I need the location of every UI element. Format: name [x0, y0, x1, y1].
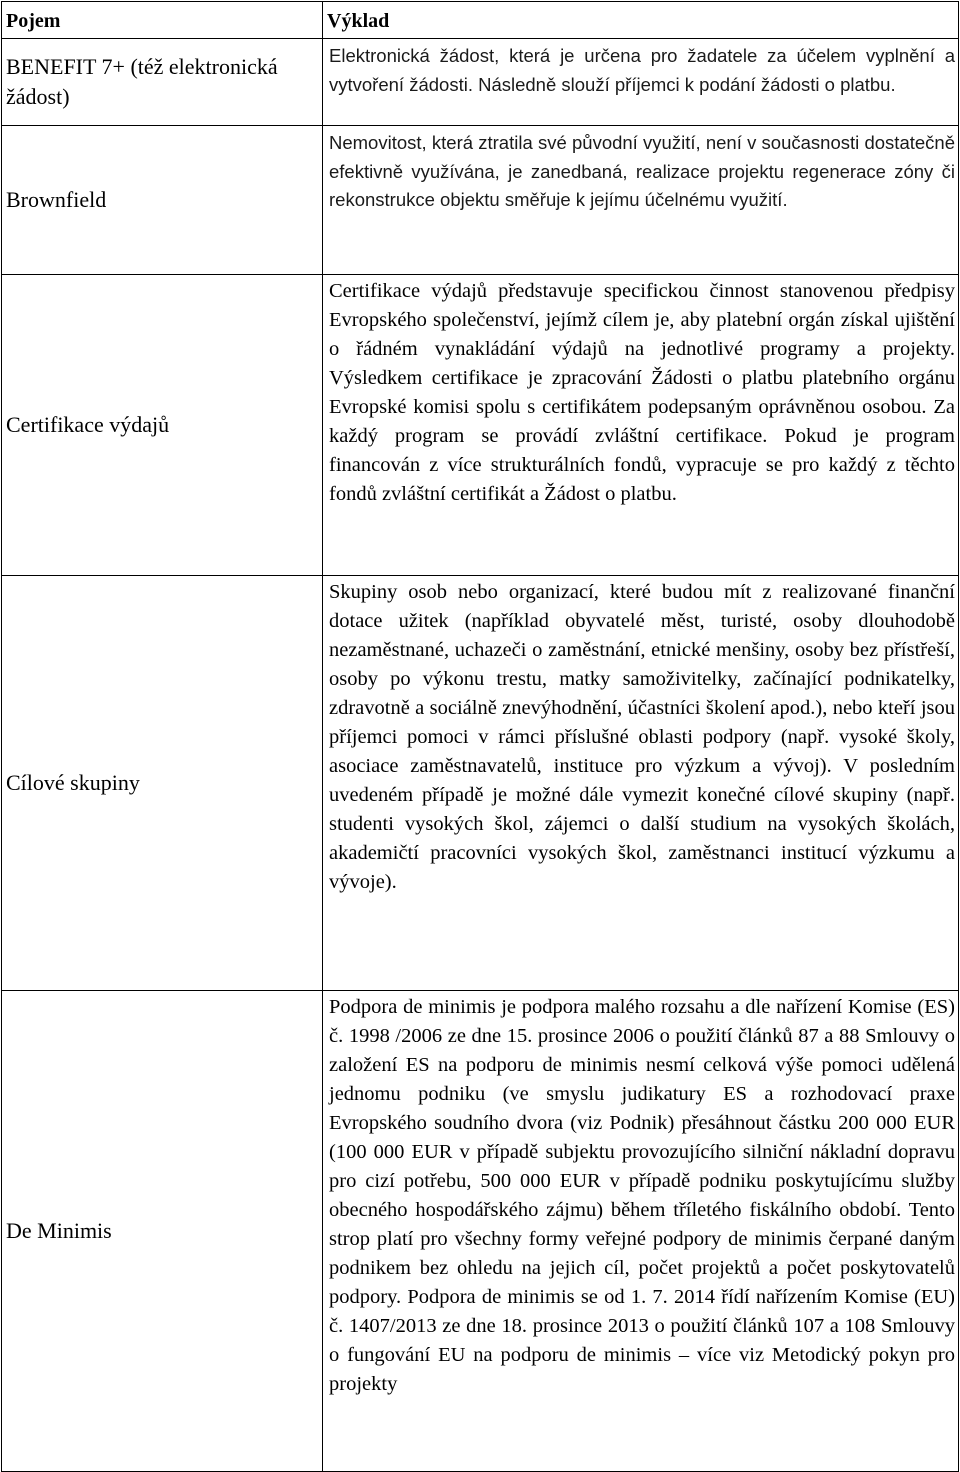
definition-text: Skupiny osob nebo organizací, které budou mít z realizované finanční dotace užitek (například obyvatelé měst, turisté, osoby dlouhodobě nezaměstnané, uchazeči o zaměstnání, etnické menšiny, osoby bez přístřeší, osoby po výkonu trestu, matky samoživitelky, začínající podnikatelky, zdravotně a sociálně znevýhodnění, účastníci školení apod.), nebo kteří jsou příjemci pomoci v rámci příslušné oblasti podpory (např. vysoké školy, asociace zaměstnavatelů, instituce pro výzkum a vývoj). V posledním uvedeném případě je možné dále vymezit konečné cílové skupiny (např. studenti vysokých škol, zájemci o další studium na vysokých školách, akademičtí pracovníci vysokých škol, zaměstnanci institucí výzkumu a vývoje).: [329, 581, 955, 893]
definition-text: Nemovitost, která ztratila své původní využití, není v současnosti dostatečně efektivně využívána, je zanedbaná, realizace projektu regenerace zóny či rekonstrukce objektu směřuje k jejímu účelnému využití.: [329, 132, 955, 211]
table-row: [2, 39, 959, 126]
definition-cell: [323, 576, 959, 991]
table-row: [2, 275, 959, 576]
glossary-table: [1, 1, 959, 1472]
table-row: [2, 126, 959, 275]
table-row: [2, 576, 959, 991]
definition-cell: [323, 39, 959, 126]
term-cell: BENEFIT 7+ (též elektronická žádost): [2, 39, 323, 126]
table-row: [2, 991, 959, 1472]
header-definition: Výklad: [323, 2, 959, 39]
term-cell: Brownfield: [2, 126, 323, 275]
term-cell: Certifikace výdajů: [2, 275, 323, 576]
term-cell: Cílové skupiny: [2, 576, 323, 991]
term-cell: De Minimis: [2, 991, 323, 1472]
definition-cell: [323, 991, 959, 1472]
definition-text: Elektronická žádost, která je určena pro žadatele za účelem vyplnění a vytvoření žádosti. Následně slouží příjemci k podání žádosti o platbu.: [329, 45, 955, 95]
definition-text: Certifikace výdajů představuje specifickou činnost stanovenou předpisy Evropského společenství, jejímž cílem je, aby platební orgán získal ujištění o řádném vynakládání výdajů na jednotlivé programy a projekty. Výsledkem certifikace je zpracování Žádosti o platbu platebního orgánu Evropské komisi spolu s certifikátem podepsaným oprávněnou osobou. Za každý program se provádí zvláštní certifikace. Pokud je program financován z více strukturálních fondů, vypracuje se pro každý z těchto fondů zvláštní certifikát a Žádost o platbu.: [329, 280, 955, 505]
header-term: Pojem: [2, 2, 323, 39]
definition-cell: [323, 126, 959, 275]
definition-text: Podpora de minimis je podpora malého rozsahu a dle nařízení Komise (ES) č. 1998 /2006 ze dne 15. prosince 2006 o použití článků 87 a 88 Smlouvy o založení ES na podporu de minimis nesmí celková výše pomoci udělená jednomu podniku (ve smyslu judikatury ES a rozhodovací praxe Evropského soudního dvora (viz Podnik) přesáhnout částku 200 000 EUR (100 000 EUR v případě subjektu provozujícího silniční nákladní dopravu pro cizí potřebu, 500 000 EUR v případě podniku poskytujícímu služby obecného hospodářského zájmu) během tříletého fiskálního období. Tento strop platí pro všechny formy veřejné podpory de minimis čerpané daným podnikem bez ohledu na jejich cíl, počet projektů a počet poskytovatelů podpory. Podpora de minimis se od 1. 7. 2014 řídí nařízením Komise (EU) č. 1407/2013 ze dne 18. prosince 2013 o použití článků 107 a 108 Smlouvy o fungování EU na podporu de minimis – více viz Metodický pokyn pro projekty: [329, 996, 955, 1395]
definition-cell: [323, 275, 959, 576]
header-row: [2, 2, 959, 39]
